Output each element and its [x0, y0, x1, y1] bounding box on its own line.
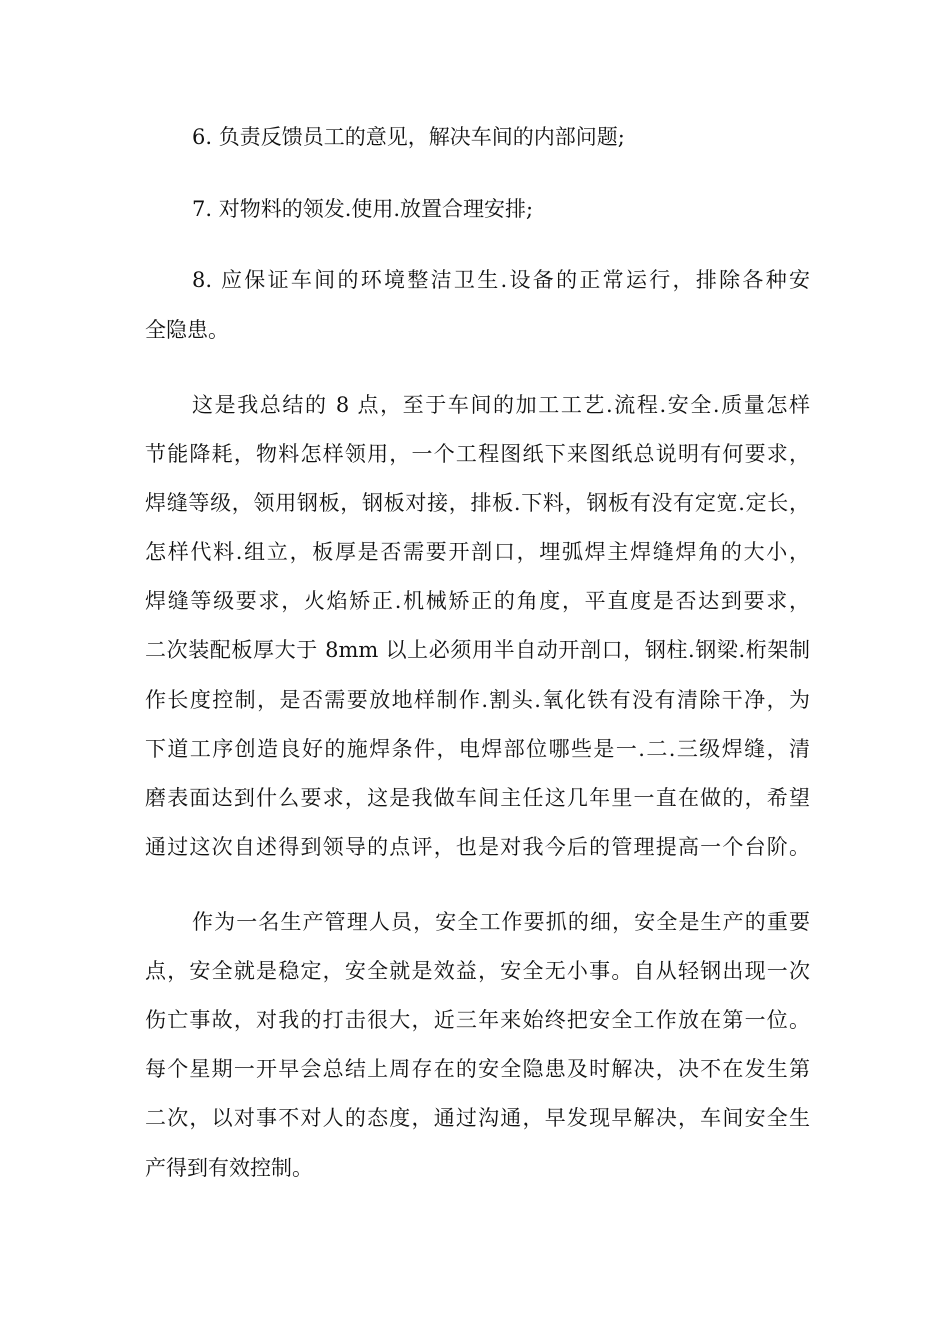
paragraph-2-line: 二次，以对事不对人的态度，通过沟通，早发现早解决，车间安全生: [145, 1106, 810, 1130]
paragraph-1-line: 焊缝等级，领用钢板，钢板对接，排板.下料，钢板有没有定宽.定长，: [145, 491, 810, 515]
paragraph-1-line: 下道工序创造良好的施焊条件，电焊部位哪些是一.二.三级焊缝，清: [145, 737, 810, 761]
list-item-8-line-1: 8. 应保证车间的环境整洁卫生.设备的正常运行，排除各种安: [192, 268, 810, 292]
paragraph-1-line: 怎样代料.组立，板厚是否需要开剖口，埋弧焊主焊缝焊角的大小，: [145, 540, 810, 564]
paragraph-2-line: 产得到有效控制。: [145, 1156, 313, 1180]
paragraph-2-line: 每个星期一开早会总结上周存在的安全隐患及时解决，决不在发生第: [145, 1057, 810, 1081]
list-item-7: 7. 对物料的领发.使用.放置合理安排;: [192, 197, 534, 221]
paragraph-1-line: 节能降耗，物料怎样领用，一个工程图纸下来图纸总说明有何要求，: [145, 442, 810, 466]
list-item-8-line-2: 全隐患。: [145, 318, 229, 342]
paragraph-1-line: 二次装配板厚大于 8mm 以上必须用半自动开剖口，钢柱.钢梁.桁架制: [145, 638, 810, 662]
paragraph-1-line: 焊缝等级要求，火焰矫正.机械矫正的角度，平直度是否达到要求，: [145, 589, 810, 613]
paragraph-1-line: 作长度控制，是否需要放地样制作.割头.氧化铁有没有清除干净，为: [145, 688, 810, 712]
paragraph-1-line: 通过这次自述得到领导的点评，也是对我今后的管理提高一个台阶。: [145, 835, 810, 859]
paragraph-1-line: 磨表面达到什么要求，这是我做车间主任这几年里一直在做的，希望: [145, 786, 810, 810]
paragraph-2-line: 伤亡事故，对我的打击很大，近三年来始终把安全工作放在第一位。: [145, 1008, 810, 1032]
paragraph-2-line: 作为一名生产管理人员，安全工作要抓的细，安全是生产的重要: [192, 910, 810, 934]
paragraph-1-line: 这是我总结的 8 点，至于车间的加工工艺.流程.安全.质量怎样: [192, 393, 810, 417]
paragraph-2-line: 点，安全就是稳定，安全就是效益，安全无小事。自从轻钢出现一次: [145, 959, 810, 983]
list-item-6: 6. 负责反馈员工的意见，解决车间的内部问题;: [192, 125, 625, 149]
